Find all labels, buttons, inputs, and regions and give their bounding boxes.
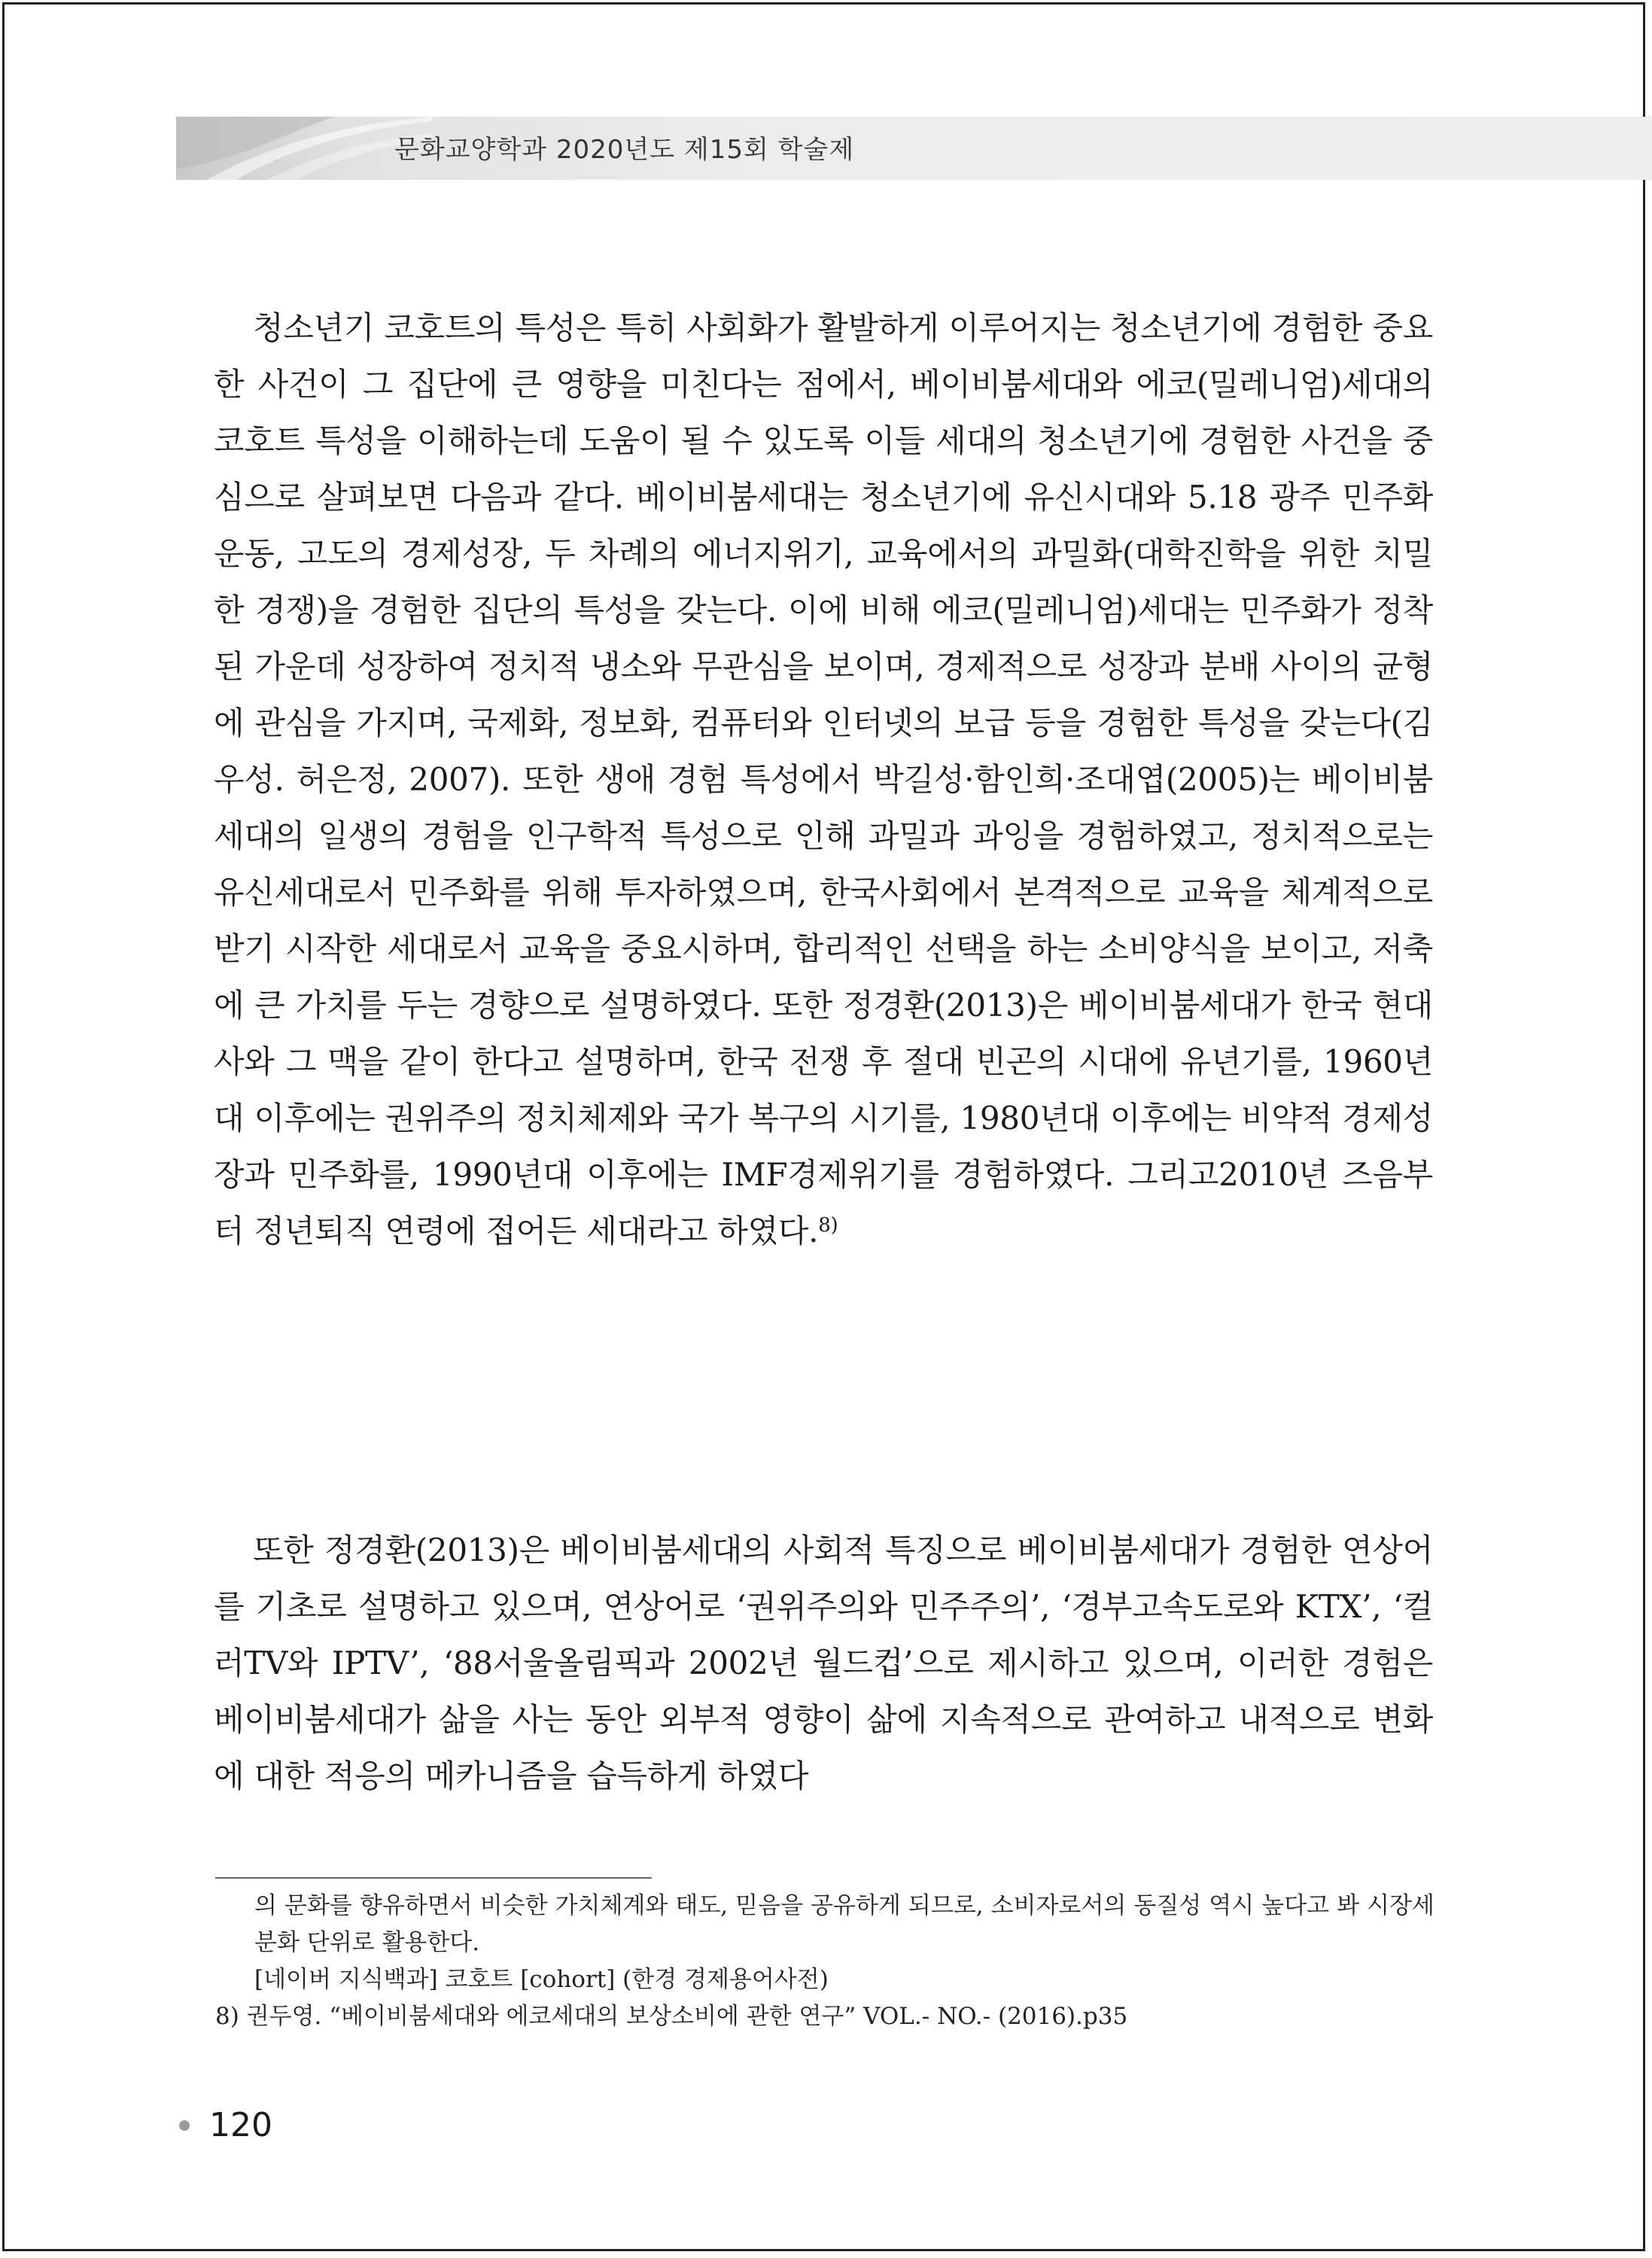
footnote-continuation: 의 문화를 향유하면서 비슷한 가치체계와 태도, 믿음을 공유하게 되므로, 소비자로서의 동질성 역시 높다고 봐 시장세분화 단위로 활용한다. [254, 1892, 1434, 1956]
page-bullet-icon [179, 2120, 190, 2131]
footnote-ref-8[interactable]: 8) [818, 1214, 838, 1237]
footnote-8: 8) 권두영. “베이비붐세대와 에코세대의 보상소비에 관한 연구” VOL.- NO.- (2016).p35 [215, 2003, 1128, 2030]
footnote-divider [215, 1877, 652, 1879]
footnote-source: [네이버 지식백과] 코호트 [cohort] (한경 경제용어사전) [254, 1966, 829, 1993]
page-number [179, 2106, 272, 2144]
paragraph-2-text: 또한 정경환(2013)은 베이비붐세대의 사회적 특징으로 베이비붐세대가 경험한 연상어를 기초로 설명하고 있으며, 연상어로 ‘권위주의와 민주주의’, ‘경부고속도로와 KTX’, ‘컬러TV와 IPTV’, ‘88서울올림픽과 2002년 월드컵’으로 제시하고 있으며, 이러한 경험은 베이비붐세대가 삶을 사는 동안 외부적 영향이 삶에 지속적으로 관여하고 내적으로 변화에 대한 적응의 메카니즘을 습득하게 하였다 [214, 1532, 1433, 1794]
paragraph-1-text: 청소년기 코호트의 특성은 특히 사회화가 활발하게 이루어지는 청소년기에 경험한 중요한 사건이 그 집단에 큰 영향을 미친다는 점에서, 베이비붐세대와 에코(밀레니엄)세대의 코호트 특성을 이해하는데 도움이 될 수 있도록 이들 세대의 청소년기에 경험한 사건을 중심으로 살펴보면 다음과 같다. 베이비붐세대는 청소년기에 유신시대와 5.18 광주 민주화 운동, 고도의 경제성장, 두 차례의 에너지위기, 교육에서의 과밀화(대학진학을 위한 치밀한 경쟁)을 경험한 집단의 특성을 갖는다. 이에 비해 에코(밀레니엄)세대는 민주화가 정착된 가운데 성장하여 정치적 냉소와 무관심을 보이며, 경제적으로 성장과 분배 사이의 균형에 관심을 가지며, 국제화, 정보화, 컴퓨터와 인터넷의 보급 등을 경험한 특성을 갖는다(김우성. 허은정, 2007). 또한 생애 경험 특성에서 박길성·함인희·조대엽(2005)는 베이비붐세대의 일생의 경험을 인구학적 특성으로 인해 과밀과 과잉을 경험하였고, 정치적으로는 유신세대로서 민주화를 위해 투자하였으며, 한국사회에서 본격적으로 교육을 체계적으로 받기 시작한 세대로서 교육을 중요시하며, 합리적인 선택을 하는 소비양식을 보이고, 저축에 큰 가치를 두는 경향으로 설명하였다. 또한 정경환(2013)은 베이비붐세대가 한국 현대사와 그 맥을 같이 한다고 설명하며, 한국 전쟁 후 절대 빈곤의 시대에 유년기를, 1960년대 이후에는 권위주의 정치체제와 국가 복구의 시기를, 1980년대 이후에는 비약적 경제성장과 민주화를, 1990년대 이후에는 IMF경제위기를 경험하였다. 그리고2010년 즈음부터 정년퇴직 연령에 접어든 세대라고 하였다. [214, 309, 1433, 1249]
running-header [176, 117, 1652, 180]
header-title: 문화교양학과 2020년도 제15회 학술제 [394, 135, 855, 165]
page-number-text: 120 [209, 2106, 272, 2144]
footnotes [215, 1888, 1434, 2035]
body-paragraph-1 [214, 300, 1433, 1259]
body-paragraph-2 [214, 1522, 1433, 1804]
header-swoosh-decoration [176, 117, 432, 180]
paragraph-text [214, 300, 1433, 1259]
